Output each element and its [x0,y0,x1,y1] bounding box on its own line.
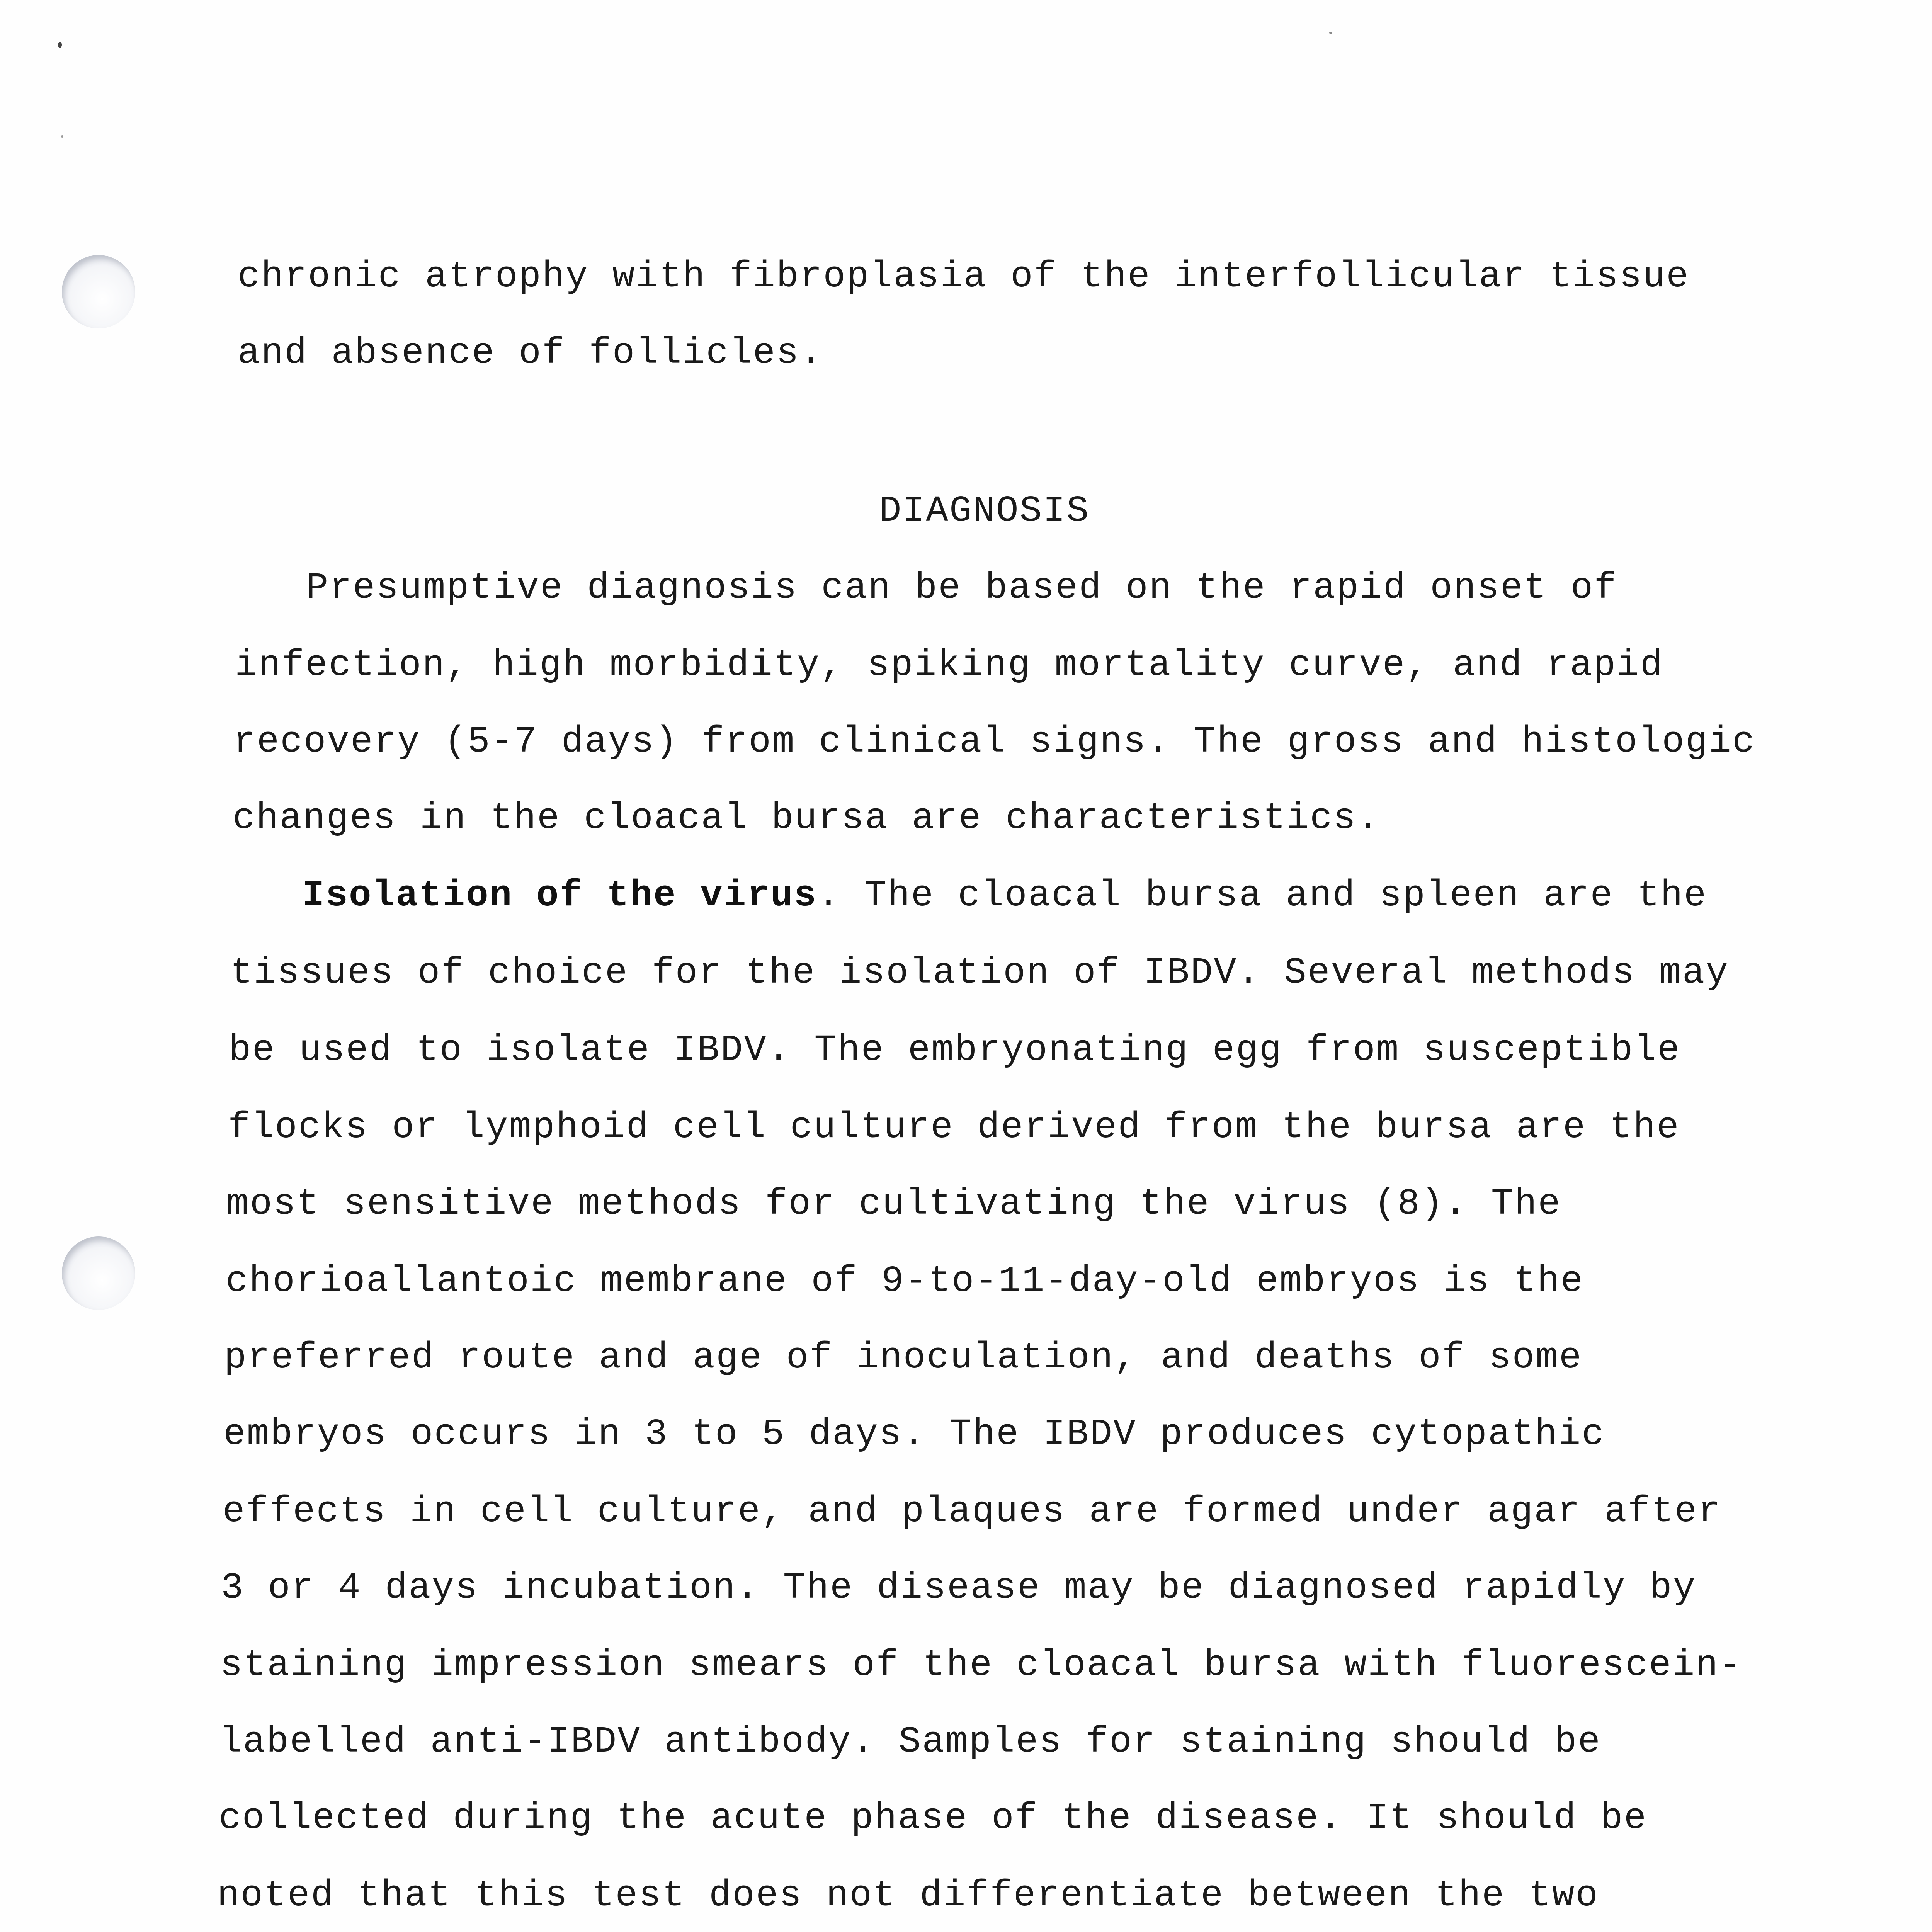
text-line: 3 or 4 days incubation. The disease may be diagnosed rapidly by [221,1567,1697,1609]
binder-hole-top [62,255,135,328]
text-line: flocks or lymphoid cell culture derived from the bursa are the [228,1106,1680,1148]
text-line: noted that this test does not differentiate between the two [217,1874,1599,1917]
text-line: staining impression smears of the cloacal bursa with fluorescein- [220,1644,1743,1686]
text-line: most sensitive methods for cultivating the virus (8). The [226,1183,1561,1225]
text-line: be used to isolate IBDV. The embryonating egg from susceptible [229,1029,1681,1071]
text-line: and absence of follicles. [238,332,823,374]
text-line: collected during the acute phase of the disease. It should be [219,1797,1648,1839]
text-line: changes in the cloacal bursa are characteristics. [233,797,1380,839]
binder-hole-middle [62,1236,135,1310]
text-line: chronic atrophy with fibroplasia of the interfollicular tissue [238,255,1690,298]
scan-speck [58,42,62,48]
text-line: labelled anti-IBDV antibody. Samples for staining should be [219,1721,1601,1763]
text-fragment: . The cloacal bursa and spleen are the [817,874,1708,917]
text-line: preferred route and age of inoculation, and deaths of some [224,1337,1583,1379]
scan-speck [1329,32,1332,34]
text-line: recovery (5-7 days) from clinical signs. The gross and histologic [233,721,1756,763]
text-line: chorioallantoic membrane of 9-to-11-day-old embryos is the [226,1260,1584,1302]
scan-speck [61,135,63,138]
section-heading: DIAGNOSIS [879,490,1090,532]
text-line: embryos occurs in 3 to 5 days. The IBDV produces cytopathic [223,1413,1605,1455]
text-line: effects in cell culture, and plaques are formed under agar after [223,1490,1721,1532]
text-line: Presumptive diagnosis can be based on the rapid onset of [236,567,1617,609]
text-line: tissues of choice for the isolation of IBDV. Several methods may [230,952,1729,994]
text-line: infection, high morbidity, spiking mortality curve, and rapid [235,644,1664,686]
bold-lead: Isolation of the virus [302,874,818,917]
text-line [232,874,1708,917]
